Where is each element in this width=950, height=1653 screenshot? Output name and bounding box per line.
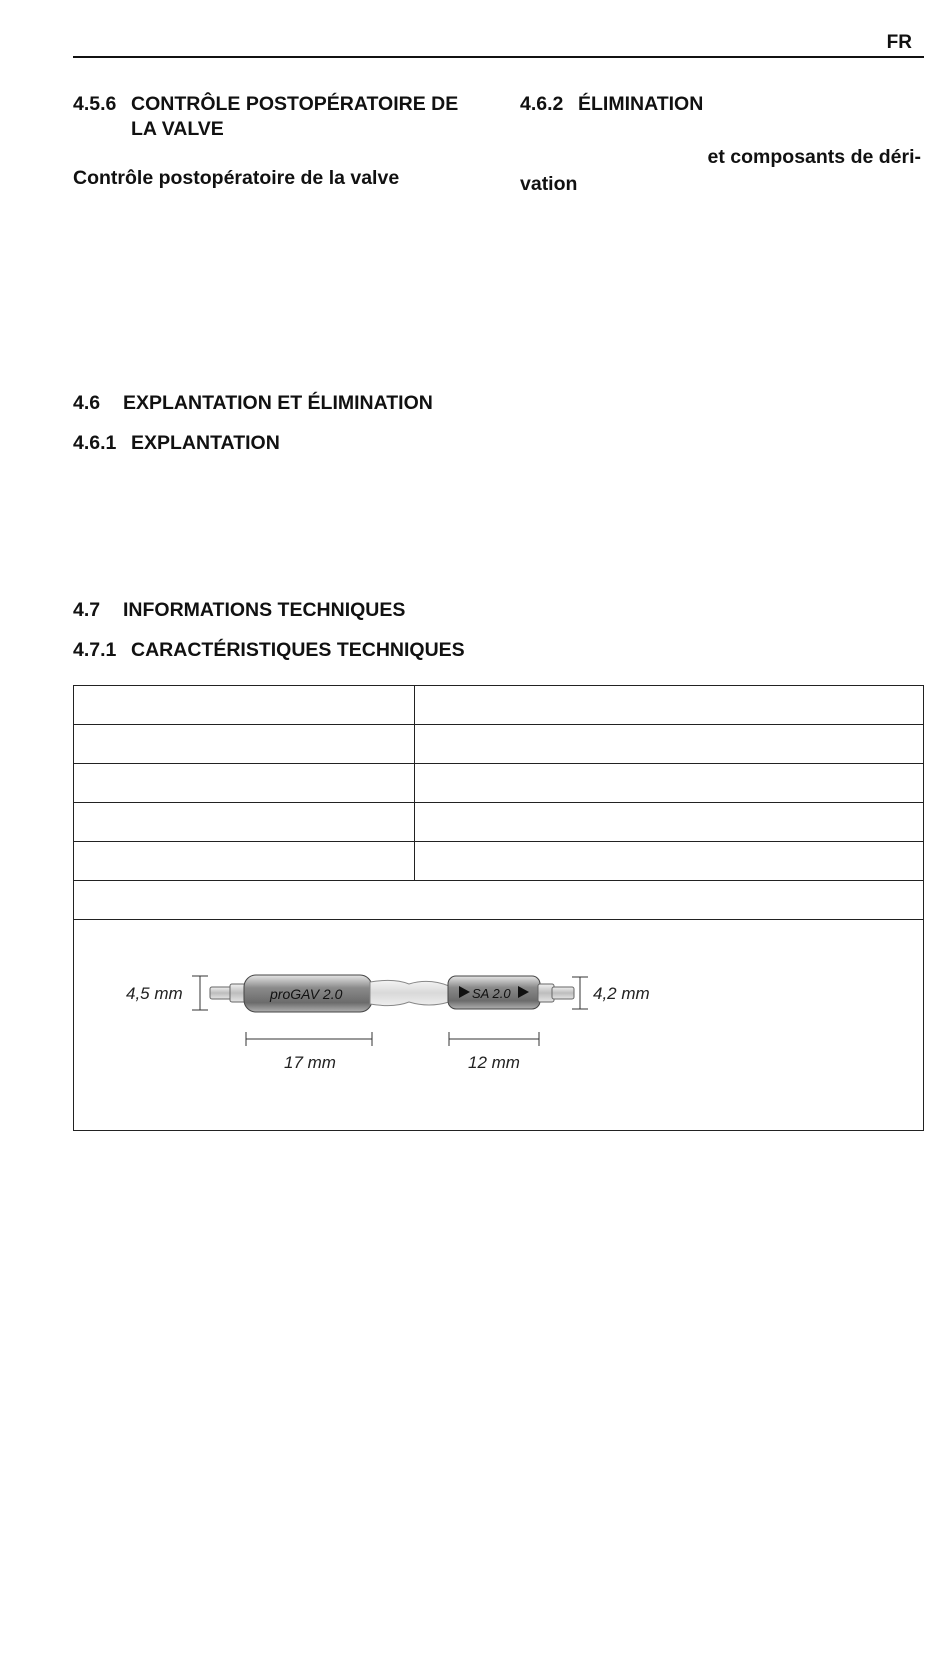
dim-label-length-progav: 17 mm <box>284 1053 336 1072</box>
language-tag: FR <box>886 32 912 53</box>
text-fragment-line2: vation <box>520 173 578 195</box>
table-row <box>74 764 924 803</box>
tube-connector <box>370 980 449 1005</box>
table-cell-value <box>415 803 924 842</box>
dim-label-height-left: 4,5 mm <box>126 984 183 1003</box>
heading-4-7 <box>73 598 405 623</box>
table-cell-figure <box>74 920 924 1131</box>
table-row <box>74 842 924 881</box>
dimension-height-left <box>192 976 208 1010</box>
heading-4-6 <box>73 391 433 416</box>
table-cell-label <box>74 686 415 725</box>
section-title: EXPLANTATION ET ÉLIMINATION <box>123 392 433 414</box>
text-fragment-line1: et composants de déri- <box>707 146 921 168</box>
section-title: CONTRÔLE POSTOPÉRATOIRE DE <box>131 93 459 115</box>
header-rule <box>73 56 924 58</box>
table-row-full-width <box>74 881 924 920</box>
dim-label-length-sa: 12 mm <box>468 1053 520 1072</box>
heading-4-6-2 <box>520 92 703 117</box>
section-title: EXPLANTATION <box>131 432 280 454</box>
table-cell-value <box>415 725 924 764</box>
table-row-figure <box>74 920 924 1131</box>
heading-4-6-1 <box>73 431 280 456</box>
table-cell-value <box>415 686 924 725</box>
valve-progav-label: proGAV 2.0 <box>270 986 343 1002</box>
section-number: 4.6.2 <box>520 93 564 115</box>
table-cell-value <box>415 842 924 881</box>
section-number: 4.7 <box>73 599 101 621</box>
section-number: 4.5.6 <box>73 93 117 115</box>
table-cell-label <box>74 764 415 803</box>
section-title: ÉLIMINATION <box>578 93 704 115</box>
section-title: CARACTÉRISTIQUES TECHNIQUES <box>131 639 465 661</box>
spec-table <box>73 685 924 1131</box>
table-cell-label <box>74 725 415 764</box>
table-row <box>74 803 924 842</box>
connector-left <box>210 984 246 1002</box>
table-cell-value <box>415 764 924 803</box>
table-cell-full-width <box>74 881 924 920</box>
heading-4-5-6 <box>73 92 458 117</box>
section-number: 4.6.1 <box>73 432 117 454</box>
dim-label-height-right: 4,2 mm <box>593 984 650 1003</box>
valve-dimension-diagram <box>74 920 923 1130</box>
table-row <box>74 725 924 764</box>
section-number: 4.7.1 <box>73 639 117 661</box>
table-cell-label <box>74 842 415 881</box>
connector-right <box>538 984 574 1002</box>
heading-4-5-6-line2: LA VALVE <box>131 118 224 140</box>
table-row <box>74 686 924 725</box>
table-cell-label <box>74 803 415 842</box>
section-title: INFORMATIONS TECHNIQUES <box>123 599 406 621</box>
valve-sa-label: SA 2.0 <box>472 986 511 1001</box>
dimension-length-sa <box>449 1032 539 1046</box>
section-number: 4.6 <box>73 392 101 414</box>
heading-4-7-1 <box>73 638 465 663</box>
subheading-postop-check: Contrôle postopératoire de la valve <box>73 167 400 189</box>
dimension-length-progav <box>246 1032 372 1046</box>
